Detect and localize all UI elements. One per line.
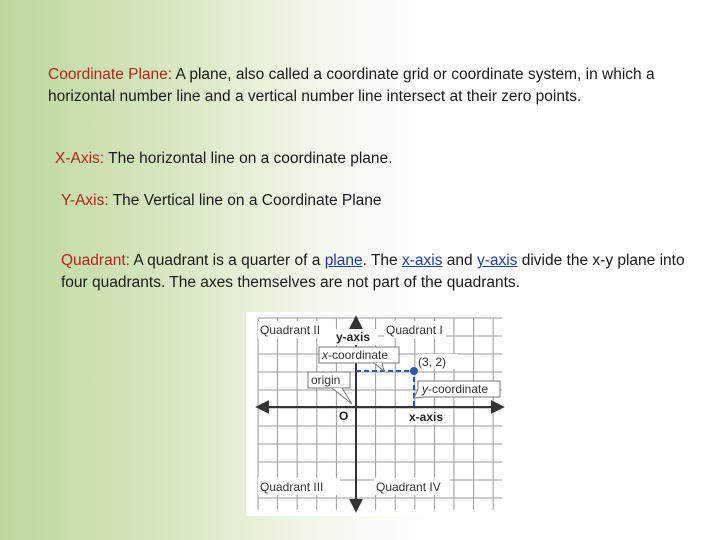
quadrant-4-label: Quadrant IV — [376, 480, 441, 494]
definition-text: . The — [362, 252, 402, 269]
y-axis-label: y-axis — [336, 330, 371, 344]
term-coordinate-plane: Coordinate Plane: — [48, 66, 173, 83]
definition-y-axis — [61, 190, 701, 212]
link-x-axis[interactable]: x-axis — [401, 252, 443, 269]
quadrant-3-label: Quadrant III — [260, 480, 324, 494]
origin-label: origin — [311, 373, 341, 387]
quadrant-1-label: Quadrant I — [386, 323, 443, 337]
link-y-axis[interactable]: y-axis — [476, 252, 518, 269]
x-axis-label: x-axis — [409, 410, 444, 424]
definition-text: The Vertical line on a Coordinate Plane — [108, 192, 382, 209]
definition-text: The horizontal line on a coordinate plane. — [104, 150, 393, 167]
term-x-axis: X-Axis: — [55, 150, 105, 167]
link-plane[interactable]: plane — [324, 252, 363, 269]
definition-text: and — [442, 252, 477, 269]
coordinate-plane-figure — [246, 312, 514, 516]
definition-text: divide the x-y plane into four quadrants. The axes themselves are not part of the quadrants. — [61, 252, 685, 291]
x-coordinate-label: x-coordinate — [322, 348, 389, 362]
origin-symbol: O — [339, 409, 349, 423]
definition-quadrant — [61, 250, 711, 294]
point-guide-lines — [356, 371, 414, 407]
point-label: (3, 2) — [418, 355, 447, 369]
coordinate-plane-diagram — [246, 312, 514, 516]
quadrant-2-label: Quadrant II — [260, 323, 321, 337]
term-y-axis: Y-Axis: — [61, 192, 109, 209]
definition-text: A plane, also called a coordinate grid or coordinate system, in which a horizontal number line and a vertical number line intersect at their zero points. — [48, 66, 655, 105]
definition-text: A quadrant is a quarter of a — [129, 252, 325, 269]
definition-coordinate-plane — [48, 64, 708, 108]
term-quadrant: Quadrant: — [61, 252, 130, 269]
plotted-point — [410, 367, 418, 375]
definition-x-axis — [55, 148, 695, 170]
y-coordinate-label: y-coordinate — [422, 382, 489, 396]
